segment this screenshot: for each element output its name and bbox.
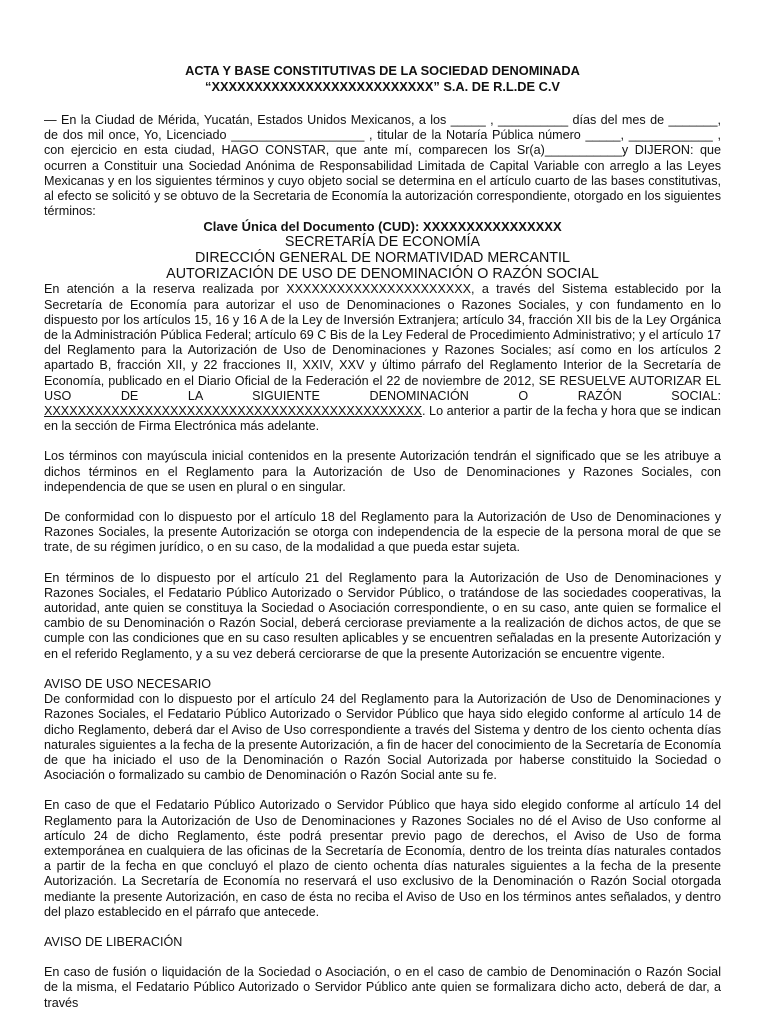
- terminos-paragraph: Los términos con mayúscula inicial contenidos en la presente Autorización tendrán el significado que se les atribuye a dichos términos en el Reglamento para la Autorización de Uso de Denominaciones y Razones Sociales, con independencia de que se usen en plural o en singular.: [44, 449, 721, 494]
- caso-paragraph: En caso de que el Fedatario Público Autorizado o Servidor Público que haya sido elegido conforme al artículo 14 del Reglamento para la Autorización de Uso de Denominaciones y Razones Sociales no dé el Aviso de Uso conforme al artículo 24 de dicho Reglamento, éste podrá presentar previo pago de derechos, el Aviso de Uso de forma extemporánea en cualquiera de las oficinas de la Secretaría de Economía, dentro de los treinta días naturales contados a partir de la fecha en que concluyó el plazo de ciento ochenta días naturales siguientes a la fecha de la presente Autorización. La Secretaría de Economía no reservará el uso exclusivo de la Denominación o Razón Social otorgada mediante la presente Autorización, en caso de ésta no reciba el Aviso de Uso en los términos antes señalados, y dentro del plazo establecido en el párrafo que antecede.: [44, 798, 721, 919]
- document-body: [44, 63, 721, 1011]
- art21-paragraph: En términos de lo dispuesto por el artículo 21 del Reglamento para la Autorización de Uso de Denominaciones y Razones Sociales, el Fedatario Público Autorizado o Servidor Público, o tratándose de las sociedades cooperativas, la autoridad, ante quien se constituya la Sociedad o Asociación correspondiente, o en su caso, ante quien se formalice el cambio de su Denominación o Razón Social, deberá cerciorase previamente a la realización de dichos actos, de que se cumple con las condiciones que en su caso resulten aplicables y se encuentren señaladas en la presente Autorización y en el referido Reglamento, y a su vez deberá cerciorarse de que la presente Autorización se encuentre vigente.: [44, 570, 721, 661]
- intro-paragraph: — En la Ciudad de Mérida, Yucatán, Estados Unidos Mexicanos, a los _____ , __________ días del mes de _______, de dos mil once, Yo, Licenciado ___________________ , titular de la Notaría Pública número _____, ____________ , con ejercicio en esta ciudad, HAGO CONSTAR, que ante mí, comparecen los Sr(a)___________y DIJERON: que ocurren a Constituir una Sociedad Anónima de Responsabilidad Limitada de Capital Variable con arreglo a las Leyes Mexicanas y en los siguientes términos y cuyo objeto social se determina en el artículo cuarto de las bases constitutivas, al efecto se solicitó y se obtuvo de la Secretaria de Economía la autorización correspondiente, otorgado en los siguientes términos:: [44, 113, 721, 219]
- aviso-liberacion-heading: AVISO DE LIBERACIÓN: [44, 934, 183, 949]
- atencion-text-b: . Lo anterior a partir de la fecha y hora que se indican en la sección de Firma Electrónica más adelante.: [44, 404, 721, 434]
- atencion-paragraph: [44, 282, 721, 434]
- aviso-uso-heading: AVISO DE USO NECESARIO: [44, 676, 212, 691]
- secretaria-heading: SECRETARÍA DE ECONOMÍA: [284, 234, 481, 251]
- authorized-name: XXXXXXXXXXXXXXXXXXXXXXXXXXXXXXXXXXXXXXXXXXXXX: [44, 404, 422, 419]
- fusion-paragraph: En caso de fusión o liquidación de la Sociedad o Asociación, o en el caso de cambio de Denominación o Razón Social de la misma, el Fedatario Público Autorizado o Servidor Público ante quien se formalizara dicho acto, deberá de dar, a través: [44, 965, 721, 1010]
- document-title-line-1: ACTA Y BASE CONSTITUTIVAS DE LA SOCIEDAD DENOMINADA: [185, 63, 580, 78]
- autorizacion-heading: AUTORIZACIÓN DE USO DE DENOMINACIÓN O RAZÓN SOCIAL: [166, 266, 599, 283]
- art18-paragraph: De conformidad con lo dispuesto por el artículo 18 del Reglamento para la Autorización de Uso de Denominaciones y Razones Sociales, la presente Autorización se otorga con independencia de la especie de la persona moral de que se trate, de su régimen jurídico, o en su caso, de la modalidad a que pueda estar sujeta.: [44, 510, 721, 555]
- atencion-text-a: En atención a la reserva realizada por XXXXXXXXXXXXXXXXXXXXXX, a través del Sistema establecido por la Secretaría de Economía para autorizar el uso de Denominaciones o Razones Sociales, y con fundamento en lo dispuesto por los artículos 15, 16 y 16 A de la Ley de Inversión Extranjera; artículo 34, fracción XII bis de la Ley Orgánica de la Administración Pública Federal; artículo 69 C Bis de la Ley Federal de Procedimiento Administrativo; y el artículo 17 del Reglamento para la Autorización de Uso de Denominaciones y Razones Sociales; así como en los artículos 2 apartado B, fracción XII, y 22 fracciones II, XXIV, XXV y último párrafo del Reglamento Interior de la Secretaría de Economía, publicado en el Diario Oficial de la Federación el 22 de noviembre de 2012, SE RESUELVE AUTORIZAR EL USO DE LA SIGUIENTE DENOMINACIÓN O RAZÓN SOCIAL:: [44, 282, 721, 403]
- document-title-line-2: “XXXXXXXXXXXXXXXXXXXXXXXXXX” S.A. DE R.L.DE C.V: [205, 78, 560, 94]
- cud-line: Clave Única del Documento (CUD): XXXXXXXXXXXXXXXX: [203, 219, 562, 235]
- art24-paragraph: De conformidad con lo dispuesto por el artículo 24 del Reglamento para la Autorización de Uso de Denominaciones y Razones Sociales, el Fedatario Público Autorizado o Servidor Público que haya sido elegido conforme al artículo 14 de dicho Reglamento, deberá dar el Aviso de Uso correspondiente a través del Sistema y dentro de los ciento ochenta días naturales siguientes a la fecha de la presente Autorización, a fin de hacer del conocimiento de la Secretaría de Economía de que ha iniciado el uso de la Denominación o Razón Social Autorizada por haberse constituido la Sociedad o Asociación o formalizado su cambio de Denominación o Razón Social ante su fe.: [44, 692, 721, 783]
- direccion-heading: DIRECCIÓN GENERAL DE NORMATIVIDAD MERCANTIL: [195, 250, 570, 267]
